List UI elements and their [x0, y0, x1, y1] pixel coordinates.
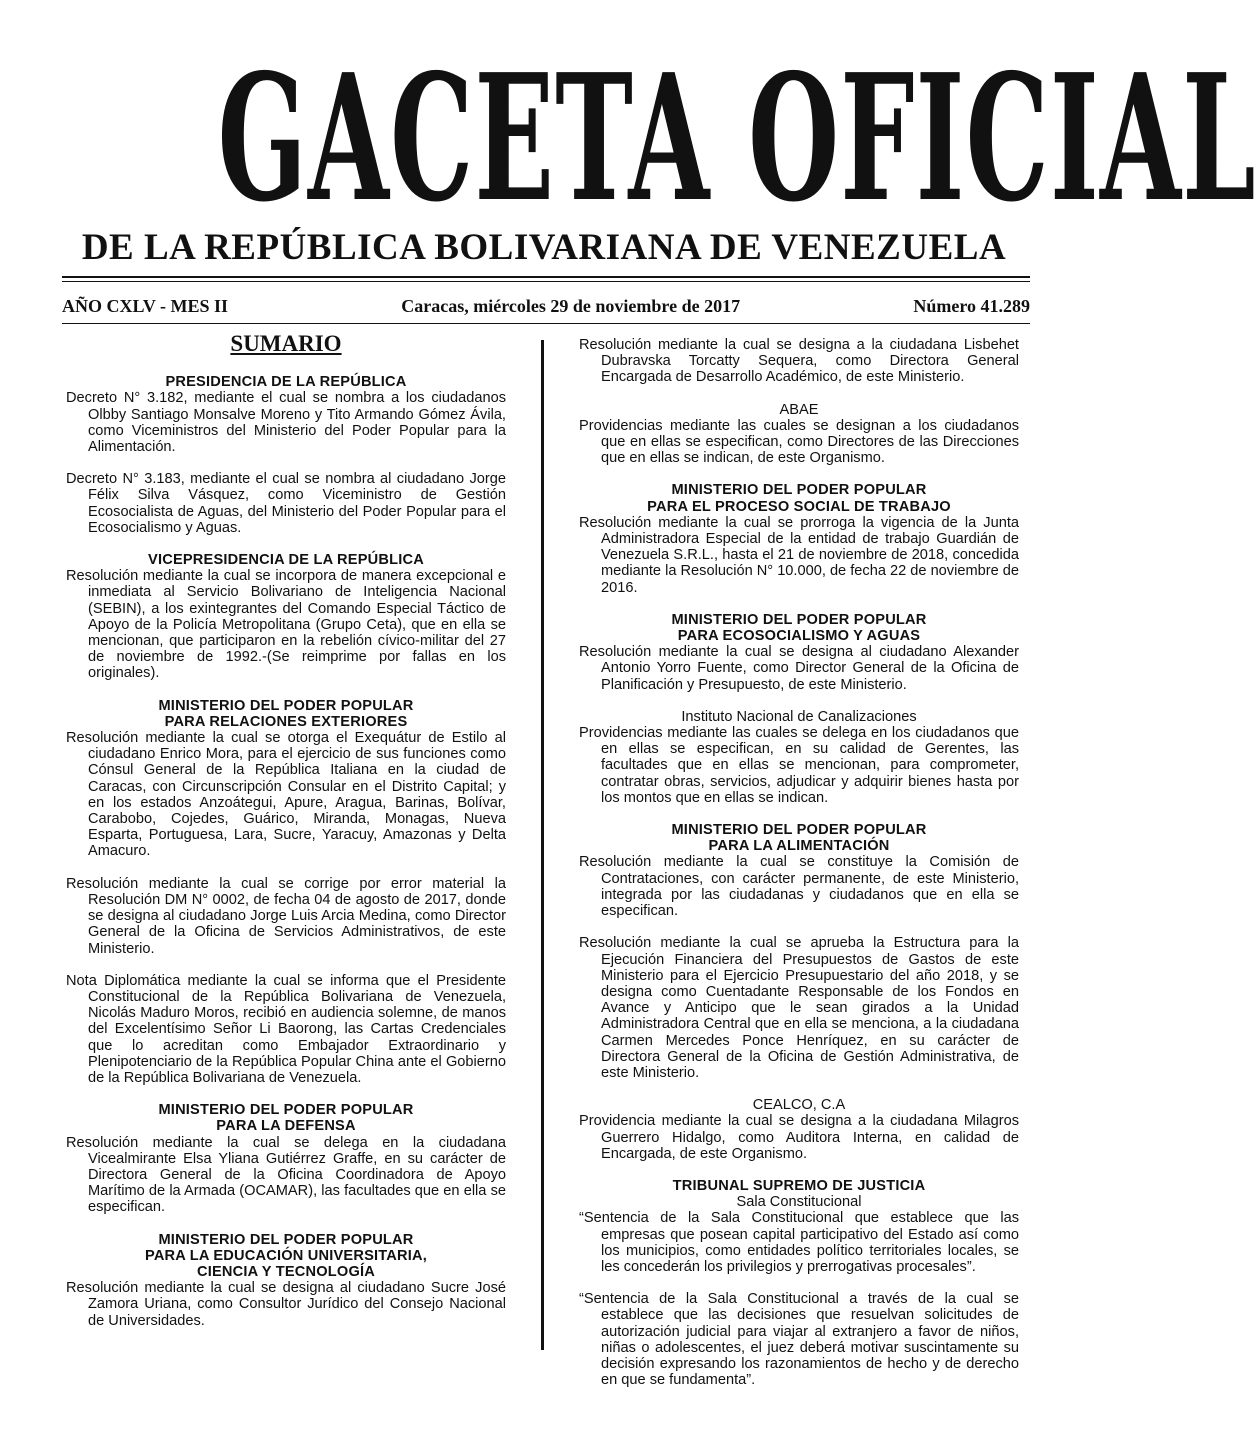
- summary-title: SUMARIO: [230, 331, 342, 356]
- summary-entry: Resolución mediante la cual se otorga el Exequátur de Estilo al ciudadano Enrico Mora, para el ejercicio de sus funciones como Cónsul General de la República Italiana en la ciudad de Caracas, con Circunscripción Consular en el Distrito Capital; y en los estados Anzoátegui, Apure, Aragua, Barinas, Bolívar, Carabobo, Cojedes, Guárico, Miranda, Monagas, Nueva Esparta, Portuguesa, Lara, Sucre, Yaracuy, Amazonas y Delta Amacuro.: [66, 730, 506, 860]
- section-header: PRESIDENCIA DE LA REPÚBLICA: [165, 374, 407, 391]
- section-header: MINISTERIO DEL PODER POPULAR: [671, 611, 927, 628]
- summary-entry: Resolución mediante la cual se designa al ciudadano Sucre José Zamora Uriana, como Consultor Jurídico del Consejo Nacional de Universidades.: [66, 1280, 506, 1329]
- section-header: MINISTERIO DEL PODER POPULAR: [158, 1102, 414, 1119]
- summary-entry: Resolución mediante la cual se prorroga la vigencia de la Junta Administradora Especial de la entidad de trabajo Guardián de Venezuela S.R.L., hasta el 21 de noviembre de 2018, concedida mediante la Resolución N° 10.000, de fecha 22 de noviembre de 2016.: [579, 514, 1019, 596]
- subsection-header: Sala Constitucional: [736, 1194, 862, 1211]
- section-header: MINISTERIO DEL PODER POPULAR: [158, 1231, 414, 1248]
- issue-info-bar: [62, 296, 1030, 320]
- section-header: MINISTERIO DEL PODER POPULAR: [158, 697, 414, 714]
- section-header: CIENCIA Y TECNOLOGÍA: [196, 1263, 376, 1280]
- summary-entry: Resolución mediante la cual se aprueba la Estructura para la Ejecución Financiera del Presupuestos de Gastos de este Ministerio para el Ejercicio Presupuestario del año 2018, y se designa como Cuentadante Responsable de los Fondos en Avance y Anticipo que le sean girados a la Unidad Administradora Central que en ella se menciona, a la ciudadana Carmen Mercedes Ponce Henríquez, en su carácter de Directora General de la Oficina de Gestión Administrativa, de este Ministerio.: [579, 935, 1019, 1081]
- top-rule-thin: [62, 281, 1030, 282]
- issue-number: Número 41.289: [913, 296, 1030, 316]
- summary-entry: “Sentencia de la Sala Constitucional que establece que las empresas que posean capital participativo del Estado así como los municipios, como entidades político territoriales locales, se les concederán los privilegios y prerrogativas procesales”.: [579, 1210, 1019, 1275]
- subsection-header: CEALCO, C.A: [752, 1097, 846, 1114]
- summary-entry: Decreto N° 3.183, mediante el cual se nombra al ciudadano Jorge Félix Silva Vásquez, como Viceministro de Gestión Ecosocialista de Aguas, del Ministerio del Poder Popular para el Ecosocialismo y Aguas.: [66, 471, 506, 536]
- issue-date: Caracas, miércoles 29 de noviembre de 2017: [401, 296, 741, 316]
- summary-entry: Providencias mediante las cuales se designan a los ciudadanos que en ellas se especifican, como Directores de las Direcciones que en ellas se indican, de este Organismo.: [579, 417, 1019, 467]
- top-rule-thick: [62, 276, 1030, 278]
- masthead: [0, 37, 1257, 241]
- summary-entry: Resolución mediante la cual se designa a la ciudadana Lisbehet Dubravska Torcatty Sequera, como Directora General Encargada de Desarrollo Académico, de este Ministerio.: [579, 337, 1019, 386]
- section-header: PARA EL PROCESO SOCIAL DE TRABAJO: [647, 498, 951, 515]
- summary-entry: Resolución mediante la cual se designa al ciudadano Alexander Antonio Yorro Fuente, como Director General de la Oficina de Planificación y Presupuesto, de este Ministerio.: [579, 644, 1019, 693]
- summary-left-column: [66, 330, 506, 1345]
- section-header: PARA LA EDUCACIÓN UNIVERSITARIA,: [144, 1247, 428, 1264]
- summary-entry: Resolución mediante la cual se corrige por error material la Resolución DM N° 0002, de fecha 04 de agosto de 2017, donde se designa al ciudadano Jorge Luis Arcia Medina, como Director General de la Oficina de Servicios Administrativos, de este Ministerio.: [66, 875, 506, 957]
- section-header: PARA ECOSOCIALISMO Y AGUAS: [677, 628, 921, 645]
- section-header: VICEPRESIDENCIA DE LA REPÚBLICA: [148, 552, 424, 569]
- summary-entry: “Sentencia de la Sala Constitucional a través de la cual se establece que las decisiones que resuelvan solicitudes de autorización judicial para viajar al extranjero a favor de niños, niñas o adolescentes, el juez deberá motivar suscintamente su decisión expresando los razonamientos de hecho y de derecho en que se fundamenta”.: [579, 1291, 1019, 1389]
- summary-entry: Resolución mediante la cual se incorpora de manera excepcional e inmediata al Servicio Bolivariano de Inteligencia Nacional (SEBIN), a los exintegrantes del Comando Especial Táctico de Apoyo de la Policía Metropolitana (Grupo Ceta), que en ella se mencionan, que participaron en la rebelión cívico-militar del 27 de noviembre de 1992.-(Se reimprime por fallas en los originales).: [66, 568, 506, 682]
- summary-entry: Providencia mediante la cual se designa a la ciudadana Milagros Guerrero Hidalgo, como Auditora Interna, en calidad de Encargada, de este Organismo.: [579, 1113, 1019, 1162]
- section-header: TRIBUNAL SUPREMO DE JUSTICIA: [672, 1177, 926, 1194]
- summary-entry: Resolución mediante la cual se constituye la Comisión de Contrataciones, con carácter permanente, de este Ministerio, integrada por las ciudadanas y ciudadanos que en ella se especifican.: [579, 854, 1019, 920]
- summary-entry: Resolución mediante la cual se delega en la ciudadana Vicealmirante Elsa Yliana Gutiérrez Graffe, en su carácter de Directora General de la Oficina Coordinadora de Apoyo Marítimo de la Armada (OCAMAR), las facultades que en ella se especifican.: [66, 1134, 506, 1216]
- issue-year: AÑO CXLV - MES II: [62, 296, 229, 316]
- section-header: MINISTERIO DEL PODER POPULAR: [671, 822, 927, 839]
- summary-right-column: [579, 337, 1019, 1404]
- subsection-header: ABAE: [779, 401, 819, 418]
- gazette-title: GACETA OFICIAL: [217, 37, 1257, 241]
- section-header: PARA LA ALIMENTACIÓN: [708, 838, 890, 855]
- summary-entry: Decreto N° 3.182, mediante el cual se nombra a los ciudadanos Olbby Santiago Monsalve Moreno y Tito Armando Gómez Ávila, como Viceministros del Ministerio del Poder Popular para la Alimentación.: [66, 390, 506, 456]
- section-header: PARA LA DEFENSA: [216, 1118, 356, 1135]
- summary-entry: Nota Diplomática mediante la cual se informa que el Presidente Constitucional de la República Bolivariana de Venezuela, Nicolás Maduro Moros, recibió en audiencia solemne, de manos del Excelentísimo Señor Li Baorong, las Cartas Credenciales que lo acreditan como Embajador Extraordinario y Plenipotenciario de la República Popular China ante el Gobierno de la República Bolivariana de Venezuela.: [66, 972, 506, 1086]
- section-header: PARA RELACIONES EXTERIORES: [164, 713, 408, 730]
- gazette-subtitle: DE LA REPÚBLICA BOLIVARIANA DE VENEZUELA: [81, 227, 1007, 268]
- subsection-header: Instituto Nacional de Canalizaciones: [681, 708, 917, 725]
- column-divider: [541, 340, 544, 1350]
- infobar-rule: [62, 323, 1030, 324]
- section-header: MINISTERIO DEL PODER POPULAR: [671, 482, 927, 499]
- summary-entry: Providencias mediante las cuales se delega en los ciudadanos que en ellas se especifican, en su calidad de Gerentes, las facultades que en ellas se mencionan, para comprometer, contratar obras, servicios, adjudicar y adquirir bienes hasta por los montos que en ellas se indican.: [579, 725, 1019, 806]
